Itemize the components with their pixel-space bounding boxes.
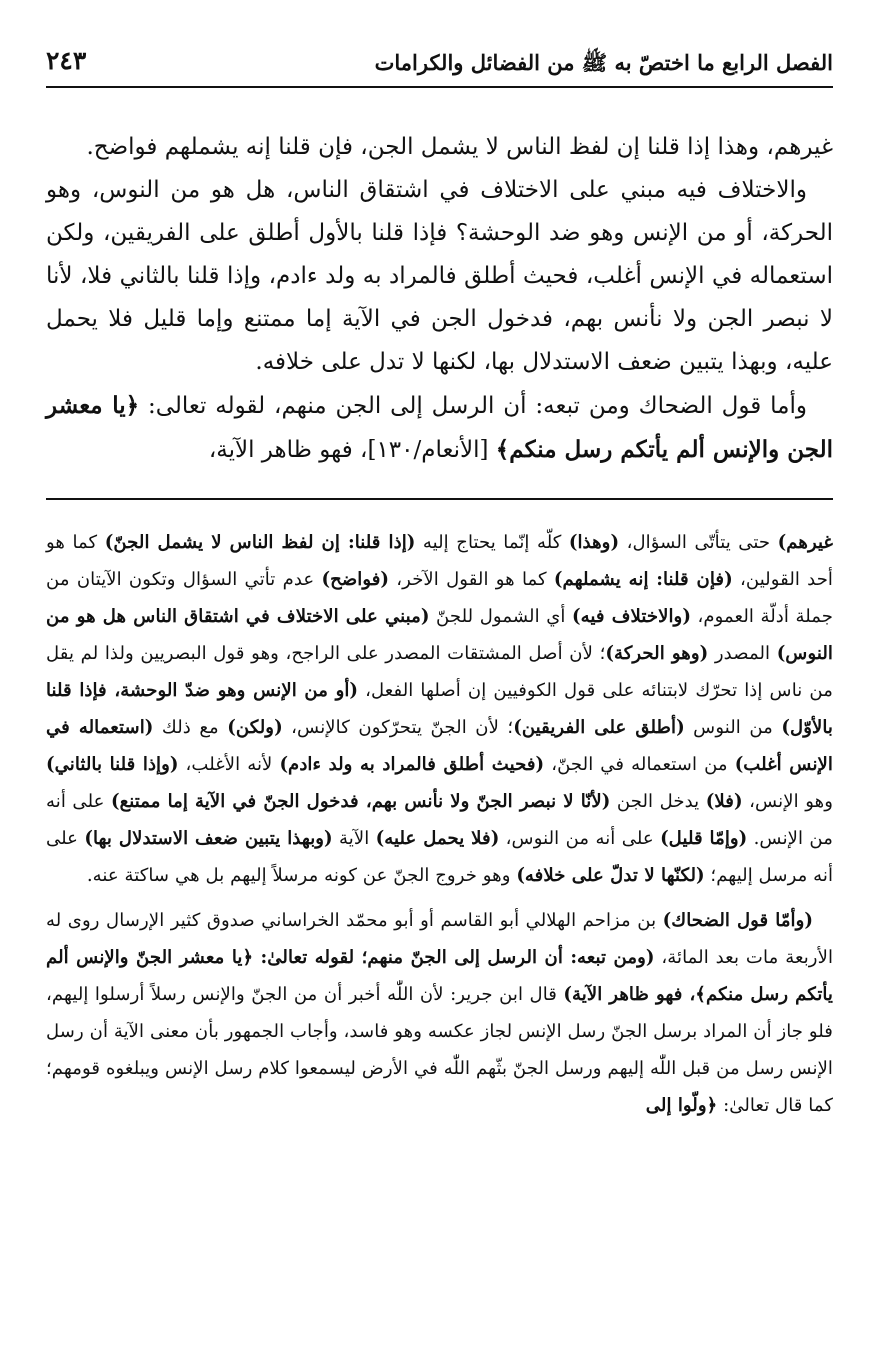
running-title: الفصل الرابع ما اختصّ به ﷺ من الفضائل والكرامات — [374, 50, 833, 75]
main-paragraph-3-intro: وأما قول الضحاك ومن تبعه: أن الرسل إلى الجن منهم، لقوله تعالى: — [139, 393, 807, 419]
main-text — [46, 86, 833, 472]
bold-matn-quote: (استعماله في الإنس أغلب) — [46, 717, 833, 775]
bold-matn-quote: (فحيث أطلق فالمراد به ولد ءادم) — [279, 754, 545, 775]
commentary-text: يدخل الجن — [610, 791, 706, 812]
bold-matn-quote: (لكنّها لا تدلّ على خلافه) — [516, 865, 705, 886]
commentary-paragraph-2 — [46, 902, 833, 1124]
verse-reference: [الأنعام/١٣٠]، — [360, 437, 496, 463]
bold-matn-quote: (فواضح) — [321, 569, 390, 590]
main-paragraph-2: والاختلاف فيه مبني على الاختلاف في اشتقاق الناس، هل هو من النوس، وهو الحركة، أو من الإنس وهو ضد الوحشة؟ فإذا قلنا بالأول أطلق على الفريقين، ولكن استعماله في الإنس أغلب، فحيث أطلق فالمراد به ولد ءادم، وإذا قلنا بالثاني فلا، لأنا لا نبصر الجن ولا نأنس بهم، فدخول الجن في الآية إما ممتنع وإما قليل فلا يحمل عليه، وبهذا يتبين ضعف الاستدلال بها، لكنها لا تدل على خلافه. — [46, 177, 833, 375]
commentary-text: على أنه من النوس، — [499, 828, 661, 849]
commentary — [46, 500, 833, 1124]
bold-matn-quote: (وإمّا قليل) — [660, 828, 748, 849]
bold-matn-quote: (وإذا قلنا بالثاني) — [46, 754, 179, 775]
commentary-text: كما هو أحد القولين، — [46, 532, 833, 590]
bold-matn-quote: (أطلق على الفريقين) — [513, 717, 685, 738]
bold-matn-quote: (مبني على الاختلاف في اشتقاق الناس هل هو من النوس) — [46, 606, 833, 664]
quran-verse: ﴿يا معشر الجن والإنس ألم يأتكم رسل منكم﴾ — [46, 392, 833, 463]
bold-matn-quote: (أو من الإنس وهو ضدّ الوحشة، فإذا قلنا بالأوّل) — [46, 680, 833, 738]
commentary-text: حتى يتأتّى السؤال، — [619, 532, 778, 553]
main-paragraph-3-end: فهو ظاهر الآية، — [208, 437, 361, 463]
bold-matn-quote: غيرهم) — [777, 532, 833, 553]
commentary-text: كلّه إنّما يحتاج إليه — [415, 532, 569, 553]
bold-matn-quote: ﴿ولّوا إلى — [645, 1095, 718, 1116]
main-paragraph-3 — [46, 384, 833, 472]
commentary-paragraph-1 — [46, 524, 833, 894]
commentary-text: كما هو القول الآخر، — [389, 569, 554, 590]
bold-matn-quote: (ومن تبعه: أن الرسل إلى الجنّ منهم؛ لقوله تعالىٰ: ﴿يا معشر الجنّ والإنس ألم يأتكم رسل منكم﴾، فهو ظاهر الآية) — [46, 947, 833, 1005]
commentary-text: الآية — [332, 828, 376, 849]
bold-matn-quote: (فلا) — [705, 791, 743, 812]
header-rule — [46, 86, 833, 88]
commentary-text: المصدر — [708, 643, 777, 664]
commentary-text: مع ذلك — [153, 717, 228, 738]
bold-matn-quote: (لأنّا لا نبصر الجنّ ولا نأنس بهم، فدخول الجنّ في الآية إما ممتنع) — [111, 791, 611, 812]
bold-matn-quote: (وأمّا قول الضحاك) — [662, 910, 814, 931]
commentary-text: على أنه مرسل إليهم؛ — [46, 828, 833, 886]
commentary-text: أي الشمول للجنّ — [429, 606, 573, 627]
commentary-text: لأنه الأغلب، — [178, 754, 280, 775]
commentary-text: على أنه من الإنس. — [46, 791, 834, 849]
bold-matn-quote: (إذا قلنا: إن لفظ الناس لا يشمل الجنّ) — [104, 532, 416, 553]
bold-matn-quote: (وبهذا يتبين ضعف الاستدلال بها) — [84, 828, 333, 849]
commentary-text: من استعماله في الجنّ، — [544, 754, 735, 775]
commentary-text: بن مزاحم الهلالي أبو القاسم أو أبو محمّد الخراساني صدوق كثير الإرسال روى له الأربعة مات بعد المائة، — [46, 910, 833, 968]
page-header — [46, 0, 833, 86]
commentary-text: ؛ لأن الجنّ يتحرّكون كالإنس، — [282, 717, 514, 738]
commentary-text: قال ابن جرير: لأن اللّٰه أخبر أن من الجنّ والإنس رسلاً أرسلوا إليهم، فلو جاز أن المراد برسل الجنّ رسل الإنس لجاز عكسه وهو فاسد، وأجاب الجمهور بأن معنى الآية أن رسل الإنس رسل من قبل اللّٰه إليهم ورسل الجنّ بثّهم اللّٰه في الأرض ليسمعوا كلام رسل الإنس ويبلغوه قومهم؛ كما قال تعالىٰ: — [46, 984, 833, 1116]
page-number: ٢٤٣ — [46, 46, 87, 75]
commentary-text: ؛ لأن أصل المشتقات المصدر على الراجح، وهو قول البصريين ولذا لم يقل من ناس إذا تحرّك لابتنائه على قول الكوفيين إن أصلها الفعل، — [46, 643, 833, 701]
bold-matn-quote: (ولكن) — [227, 717, 283, 738]
bold-matn-quote: (فإن قلنا: إنه يشملهم) — [553, 569, 733, 590]
bold-matn-quote: (وهو الحركة) — [605, 643, 709, 664]
commentary-text: من النوس — [684, 717, 782, 738]
commentary-text: عدم تأتي السؤال وتكون الآيتان من جملة أدلّة العموم، — [46, 569, 833, 627]
bold-matn-quote: (فلا يحمل عليه) — [375, 828, 500, 849]
main-paragraph-1: غيرهم، وهذا إذا قلنا إن لفظ الناس لا يشمل الجن، فإن قلنا إنه يشملهم فواضح. — [86, 134, 833, 160]
bold-matn-quote: (وهذا) — [568, 532, 620, 553]
commentary-text: وهو خروج الجنّ عن كونه مرسلاً إليهم بل هي ساكتة عنه. — [86, 865, 517, 886]
commentary-text: وهو الإنس، — [742, 791, 833, 812]
bold-matn-quote: (والاختلاف فيه) — [572, 606, 691, 627]
